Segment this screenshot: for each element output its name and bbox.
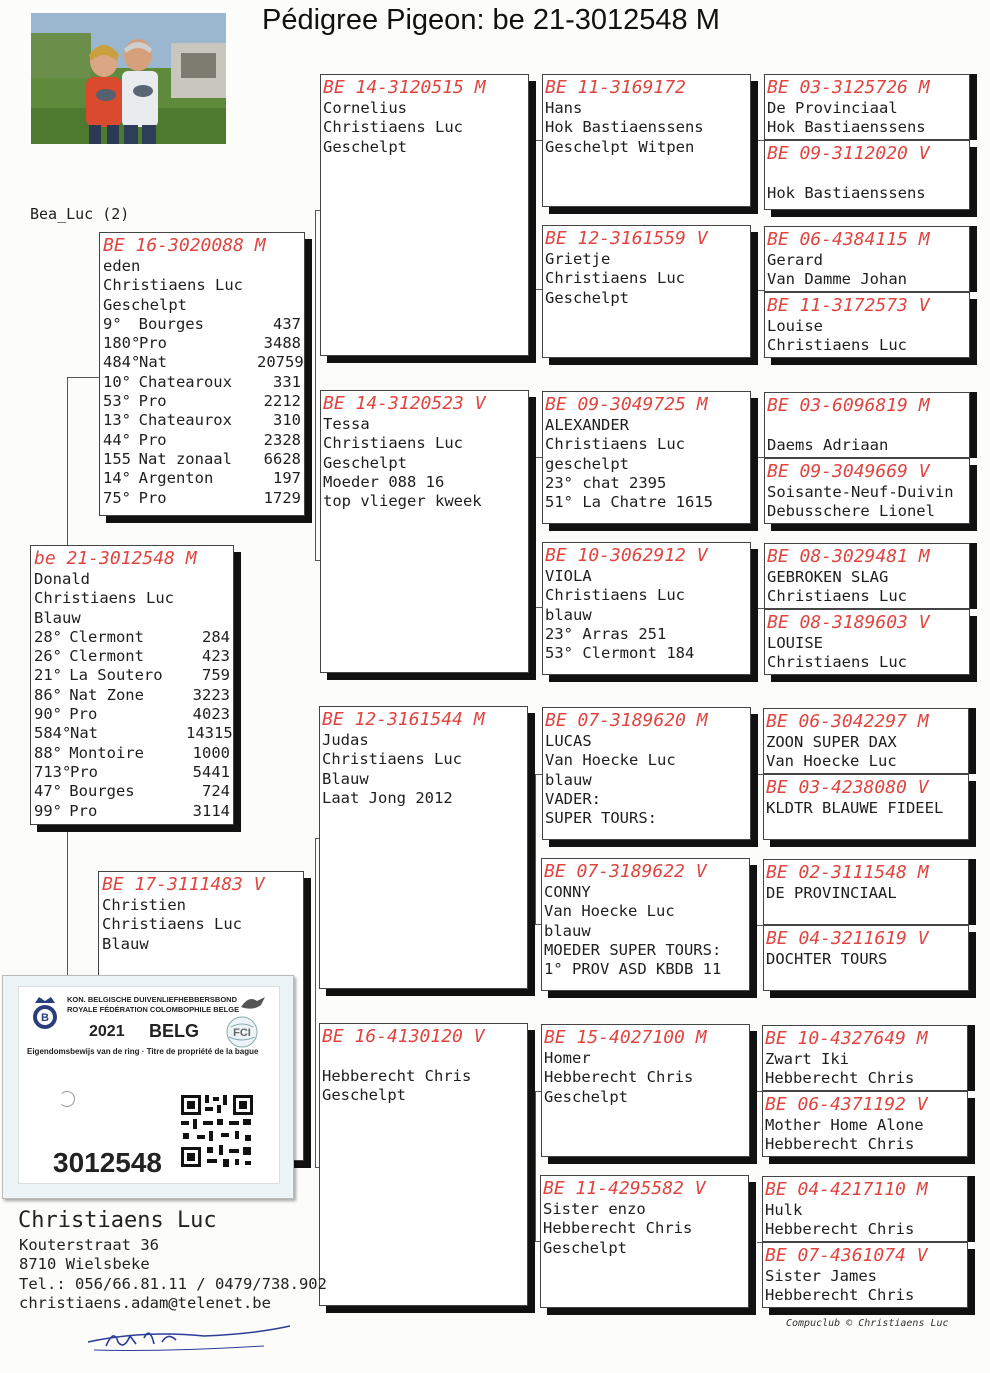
ring-number: BE 08-3189603 V xyxy=(767,612,930,633)
pigeon-card-gen5-11 xyxy=(763,859,969,925)
pigeon-owner: Christiaens Luc xyxy=(545,435,685,454)
pigeon-owner: Hok Bastiaenssens xyxy=(545,118,704,137)
pigeon-card-gen5-15 xyxy=(762,1176,968,1242)
pigeon-card-gen4-8 xyxy=(540,1175,749,1308)
pigeon-color: Geschelpt xyxy=(543,1238,627,1257)
pigeon-color: Geschelpt xyxy=(103,295,187,314)
pigeon-name: Soisante-Neuf-Duivin xyxy=(767,483,954,501)
breeder-phone: Tel.: 056/66.81.11 / 0479/738.902 xyxy=(19,1275,327,1293)
pigeon-card-subject xyxy=(30,545,234,825)
pigeon-color: blauw xyxy=(545,770,592,789)
software-credit: Compuclub © Christiaens Luc xyxy=(786,1318,949,1329)
pigeon-name: VIOLA xyxy=(545,567,592,585)
pigeon-card-gen5-1 xyxy=(764,74,970,140)
pigeon-owner: Van Hoecke Luc xyxy=(766,752,897,771)
qr-code-icon xyxy=(179,1093,255,1173)
pigeon-note: 53° Clermont 184 xyxy=(545,644,695,663)
punch-hole-icon xyxy=(59,1091,75,1107)
breeder-name: Christiaens Luc xyxy=(18,1208,217,1233)
pigeon-card-gen3-1 xyxy=(320,74,529,356)
pigeon-name: KLDTR BLAUWE FIDEEL xyxy=(766,799,944,817)
pigeon-color: Blauw xyxy=(102,934,149,953)
ring-number: BE 09-3112020 V xyxy=(767,143,930,164)
pigeon-name: DOCHTER TOURS xyxy=(766,950,888,968)
ring-number: BE 12-3161544 M xyxy=(322,709,485,730)
result-row: 9° Bourges 437 xyxy=(103,314,301,333)
pigeon-note: top vlieger kweek xyxy=(323,492,482,511)
pigeon-name xyxy=(767,165,967,184)
ring-number: BE 09-3049669 V xyxy=(767,461,930,482)
pigeon-note: SUPER TOURS: xyxy=(545,809,657,828)
pigeon-card-gen5-3 xyxy=(764,226,970,292)
pigeon-card-gen3-4 xyxy=(319,1023,528,1306)
pigeon-color: Geschelpt xyxy=(322,1086,406,1105)
ring-number: BE 06-4371192 V xyxy=(765,1094,928,1115)
pigeon-note: VADER: xyxy=(545,789,601,808)
pigeon-owner: Christiaens Luc xyxy=(102,915,242,934)
pigeon-card-gen5-10 xyxy=(763,774,969,840)
result-row: 155 Nat zonaal 6628 xyxy=(103,449,301,468)
result-row: 44° Pro 2328 xyxy=(103,430,301,449)
ring-number: BE 09-3049725 M xyxy=(545,394,708,415)
svg-text:B: B xyxy=(41,1012,49,1024)
pigeon-name: Zwart Iki xyxy=(765,1050,849,1068)
pigeon-owner: Christiaens Luc xyxy=(103,276,243,295)
ring-number: BE 15-4027100 M xyxy=(544,1027,707,1048)
pigeon-card-gen4-3 xyxy=(542,391,751,524)
pigeon-name: Grietje xyxy=(545,250,611,268)
pigeon-color: Geschelpt xyxy=(544,1087,628,1106)
pigeon-name: LUCAS xyxy=(545,732,592,750)
pigeon-name: Tessa xyxy=(323,415,370,433)
pigeon-card-gen5-9 xyxy=(763,708,969,774)
pigeon-owner: Hok Bastiaenssens xyxy=(767,118,926,137)
owner-photo xyxy=(31,13,226,144)
pigeon-name: Gerard xyxy=(767,251,823,269)
pigeon-card-gen5-5 xyxy=(764,392,970,458)
pigeon-note: 1° PROV ASD KBDB 11 xyxy=(544,960,722,979)
pigeon-name: eden xyxy=(103,257,141,275)
result-row: 584° Nat 14315 xyxy=(34,724,233,743)
ring-number: BE 12-3161559 V xyxy=(545,228,708,249)
pigeon-name: Homer xyxy=(544,1049,591,1067)
pigeon-owner: Debusschere Lionel xyxy=(767,502,935,521)
pigeon-name xyxy=(767,417,967,436)
result-row: 13° Chateaurox 310 xyxy=(103,411,301,430)
pigeon-icon xyxy=(239,993,267,1017)
ring-number: BE 11-3169172 xyxy=(545,77,686,98)
pigeon-owner: Christiaens Luc xyxy=(323,118,463,137)
ring-number: BE 03-3125726 M xyxy=(767,77,930,98)
ring-number: BE 14-3120523 V xyxy=(323,393,486,414)
pigeon-note: 51° La Chatre 1615 xyxy=(545,493,713,512)
ring-card-org-fr: ROYALE FÉDÉRATION COLOMBOPHILE BELGE xyxy=(67,1005,240,1014)
result-row: 26° Clermont 423 xyxy=(34,647,230,666)
pigeon-owner: Hok Bastiaenssens xyxy=(767,184,926,202)
pigeon-color: Geschelpt Witpen xyxy=(545,137,695,156)
pigeon-note: 23° Arras 251 xyxy=(545,624,667,643)
kbdb-logo-icon xyxy=(27,993,63,1037)
ring-number: BE 06-3042297 M xyxy=(766,711,929,732)
pigeon-note: 23° chat 2395 xyxy=(545,473,667,492)
pigeon-name: Sister enzo xyxy=(543,1200,646,1218)
pigeon-name: ALEXANDER xyxy=(545,416,629,434)
pigeon-name: ZOON SUPER DAX xyxy=(766,733,897,751)
pigeon-color: Geschelpt xyxy=(323,453,407,472)
pigeon-color: Blauw xyxy=(322,769,369,788)
ring-card-year: 2021 xyxy=(89,1023,125,1040)
ring-card-number: 3012548 xyxy=(53,1147,163,1178)
ring-number: BE 03-4238080 V xyxy=(766,777,929,798)
pigeon-note: Laat Jong 2012 xyxy=(322,788,453,807)
pigeon-name: Christien xyxy=(102,896,186,914)
pigeon-card-gen4-4 xyxy=(542,542,751,675)
ring-number: be 21-3012548 M xyxy=(34,548,197,569)
pigeon-card-gen5-2 xyxy=(764,140,970,210)
pigeon-name: Cornelius xyxy=(323,99,407,117)
pigeon-owner: Van Hoecke Luc xyxy=(544,902,675,921)
ring-number: BE 16-3020088 M xyxy=(103,235,266,256)
pigeon-owner: Christiaens Luc xyxy=(34,589,174,608)
pigeon-card-gen4-7 xyxy=(541,1024,750,1157)
ring-number: BE 16-4130120 V xyxy=(322,1026,485,1047)
ring-number: BE 03-6096819 M xyxy=(767,395,930,416)
pigeon-card-gen5-7 xyxy=(764,543,970,609)
pigeon-owner: Hebberecht Chris xyxy=(765,1220,915,1239)
pigeon-card-gen3-2 xyxy=(320,390,529,673)
pigeon-card-gen5-8 xyxy=(764,609,970,675)
pigeon-owner: Christiaens Luc xyxy=(323,434,463,453)
pigeon-name: Donald xyxy=(34,570,90,588)
ring-number: BE 14-3120515 M xyxy=(323,77,486,98)
ring-number: BE 07-3189620 M xyxy=(545,710,708,731)
pigeon-color: Blauw xyxy=(34,608,81,627)
pigeon-name: De Provinciaal xyxy=(767,99,898,117)
pigeon-owner: Hebberecht Chris xyxy=(543,1219,693,1238)
pigeon-card-gen4-5 xyxy=(542,707,751,840)
pigeon-card-gen5-16 xyxy=(762,1242,968,1308)
pigeon-color: Geschelpt xyxy=(545,288,629,307)
pigeon-name: Louise xyxy=(767,317,823,335)
pigeon-name: LOUISE xyxy=(767,634,823,652)
owner-label: Bea_Luc (2) xyxy=(30,205,130,223)
breeder-email: christiaens.adam@telenet.be xyxy=(19,1294,271,1312)
ring-number: BE 10-3062912 V xyxy=(545,545,708,566)
result-row: 53° Pro 2212 xyxy=(103,392,301,411)
ring-number: BE 07-3189622 V xyxy=(544,861,707,882)
pigeon-owner: Hebberecht Chris xyxy=(765,1286,915,1305)
pigeon-owner: Hebberecht Chris xyxy=(765,1135,915,1154)
pigeon-owner: Christiaens Luc xyxy=(545,269,685,288)
pigeon-card-gen3-3 xyxy=(319,706,528,989)
pigeon-note: Moeder 088 16 xyxy=(323,472,445,491)
result-row: 47° Bourges 724 xyxy=(34,782,230,801)
result-row: 75° Pro 1729 xyxy=(103,488,301,507)
pigeon-card-gen4-1 xyxy=(542,74,751,207)
pigeon-note: MOEDER SUPER TOURS: xyxy=(544,940,722,959)
pigeon-owner: Christiaens Luc xyxy=(767,653,907,672)
pigeon-card-gen5-12 xyxy=(763,925,969,991)
pigeon-owner: Hebberecht Chris xyxy=(765,1069,915,1088)
breeder-street: Kouterstraat 36 xyxy=(19,1236,159,1254)
pigeon-owner: Hebberecht Chris xyxy=(322,1067,472,1085)
pigeon-card-gen5-4 xyxy=(764,292,970,358)
result-row: 14° Argenton 197 xyxy=(103,469,301,488)
result-row: 99° Pro 3114 xyxy=(34,801,230,820)
ring-number: BE 17-3111483 V xyxy=(102,874,265,895)
pigeon-color: blauw xyxy=(544,921,591,940)
ring-number: BE 04-4217110 M xyxy=(765,1179,928,1200)
ring-number: BE 08-3029481 M xyxy=(767,546,930,567)
ring-card-org-nl: KON. BELGISCHE DUIVENLIEFHEBBERSBOND xyxy=(67,995,238,1004)
pigeon-owner: Christiaens Luc xyxy=(545,586,685,605)
signature xyxy=(84,1316,294,1360)
pigeon-card-gen4-2 xyxy=(542,225,751,358)
pigeon-card-gen5-14 xyxy=(762,1091,968,1157)
result-row: 28° Clermont 284 xyxy=(34,627,230,646)
ring-card-country: BELG xyxy=(149,1021,200,1041)
pigeon-card-gen4-6 xyxy=(541,858,750,991)
pigeon-card-gen5-6 xyxy=(764,458,970,524)
ring-number: BE 11-3172573 V xyxy=(767,295,930,316)
pigeon-name: DE PROVINCIAAL xyxy=(766,884,897,902)
pigeon-color: blauw xyxy=(545,605,592,624)
pigeon-card-gen5-13 xyxy=(762,1025,968,1091)
pigeon-name: Sister James xyxy=(765,1267,877,1285)
ring-number: BE 07-4361074 V xyxy=(765,1245,928,1266)
ring-number: BE 06-4384115 M xyxy=(767,229,930,250)
pigeon-name: GEBROKEN SLAG xyxy=(767,568,889,586)
ring-card-caption: Eigendomsbewijs van de ring · Titre de propriété de la bague xyxy=(27,1047,259,1056)
result-row: 90° Pro 4023 xyxy=(34,705,230,724)
pigeon-name: CONNY xyxy=(544,883,591,901)
ring-number: BE 10-4327649 M xyxy=(765,1028,928,1049)
pigeon-owner: Van Hoecke Luc xyxy=(545,751,676,770)
result-row: 21° La Soutero 759 xyxy=(34,666,230,685)
page-title: Pédigree Pigeon: be 21-3012548 M xyxy=(262,4,720,36)
pigeon-name: Hulk xyxy=(765,1201,803,1219)
pigeon-card-father xyxy=(99,232,305,516)
pigeon-owner: Christiaens Luc xyxy=(322,750,462,769)
ring-number: BE 02-3111548 M xyxy=(766,862,929,883)
result-row: 713° Pro 5441 xyxy=(34,762,230,781)
pigeon-name xyxy=(322,1048,525,1067)
pigeon-name: Judas xyxy=(322,731,369,749)
ring-card-body xyxy=(18,986,280,1184)
result-row: 484° Nat 20759 xyxy=(103,353,304,372)
pigeon-name: Hans xyxy=(545,99,583,117)
pigeon-name: Mother Home Alone xyxy=(765,1116,924,1134)
pigeon-color: geschelpt xyxy=(545,454,629,473)
breeder-city: 8710 Wielsbeke xyxy=(19,1255,150,1273)
pigeon-owner: Van Damme Johan xyxy=(767,270,907,289)
pigeon-owner: Christiaens Luc xyxy=(767,336,907,355)
ring-number: BE 11-4295582 V xyxy=(543,1178,706,1199)
result-row: 180° Pro 3488 xyxy=(103,334,301,353)
ring-number: BE 04-3211619 V xyxy=(766,928,929,949)
result-row: 86° Nat Zone 3223 xyxy=(34,685,230,704)
pigeon-color: Geschelpt xyxy=(323,137,407,156)
result-row: 10° Chatearoux 331 xyxy=(103,372,301,391)
pigeon-owner: Daems Adriaan xyxy=(767,436,889,454)
svg-text:FCI: FCI xyxy=(233,1027,251,1039)
result-row: 88° Montoire 1000 xyxy=(34,743,230,762)
pigeon-owner: Christiaens Luc xyxy=(767,587,907,606)
ring-ownership-card xyxy=(2,975,294,1199)
pigeon-owner: Hebberecht Chris xyxy=(544,1068,694,1087)
